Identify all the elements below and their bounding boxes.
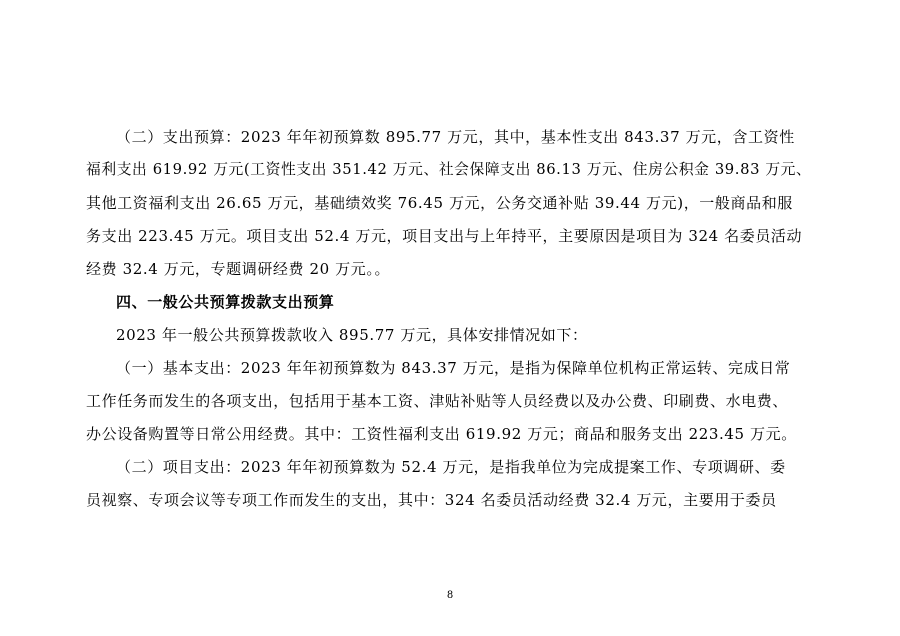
paragraph-line: （二）支出预算：2023 年年初预算数 895.77 万元，其中，基本性支出 843.37 万元，含工资性 <box>116 128 795 146</box>
paragraph-line: 其他工资福利支出 26.65 万元，基础绩效奖 76.45 万元，公务交通补贴 39.44 万元)，一般商品和服 <box>86 194 793 212</box>
section-heading: 四、一般公共预算拨款支出预算 <box>116 293 335 311</box>
paragraph-line: 员视察、专项会议等专项工作而发生的支出，其中：324 名委员活动经费 32.4 万元，主要用于委员 <box>86 491 777 509</box>
page-number: 8 <box>446 590 454 601</box>
paragraph-line: 务支出 223.45 万元。项目支出 52.4 万元，项目支出与上年持平，主要原因是项目为 324 名委员活动 <box>86 227 803 245</box>
paragraph-line: 工作任务而发生的各项支出，包括用于基本工资、津贴补贴等人员经费以及办公费、印刷费、水电费、 <box>86 392 789 410</box>
paragraph-line: 办公设备购置等日常公用经费。其中：工资性福利支出 619.92 万元；商品和服务支出 223.45 万元。 <box>86 425 797 443</box>
paragraph-line: 经费 32.4 万元，专题调研经费 20 万元。。 <box>86 260 391 278</box>
paragraph-line: 福利支出 619.92 万元(工资性支出 351.42 万元、社会保障支出 86.13 万元、住房公积金 39.83 万元、 <box>86 161 812 178</box>
paragraph-line: （二）项目支出：2023 年年初预算数为 52.4 万元，是指我单位为完成提案工作、专项调研、委 <box>116 458 786 476</box>
paragraph-line: （一）基本支出：2023 年年初预算数为 843.37 万元，是指为保障单位机构正常运转、完成日常 <box>116 359 791 377</box>
paragraph-line: 2023 年一般公共预算拨款收入 895.77 万元，具体安排情况如下： <box>116 326 588 344</box>
